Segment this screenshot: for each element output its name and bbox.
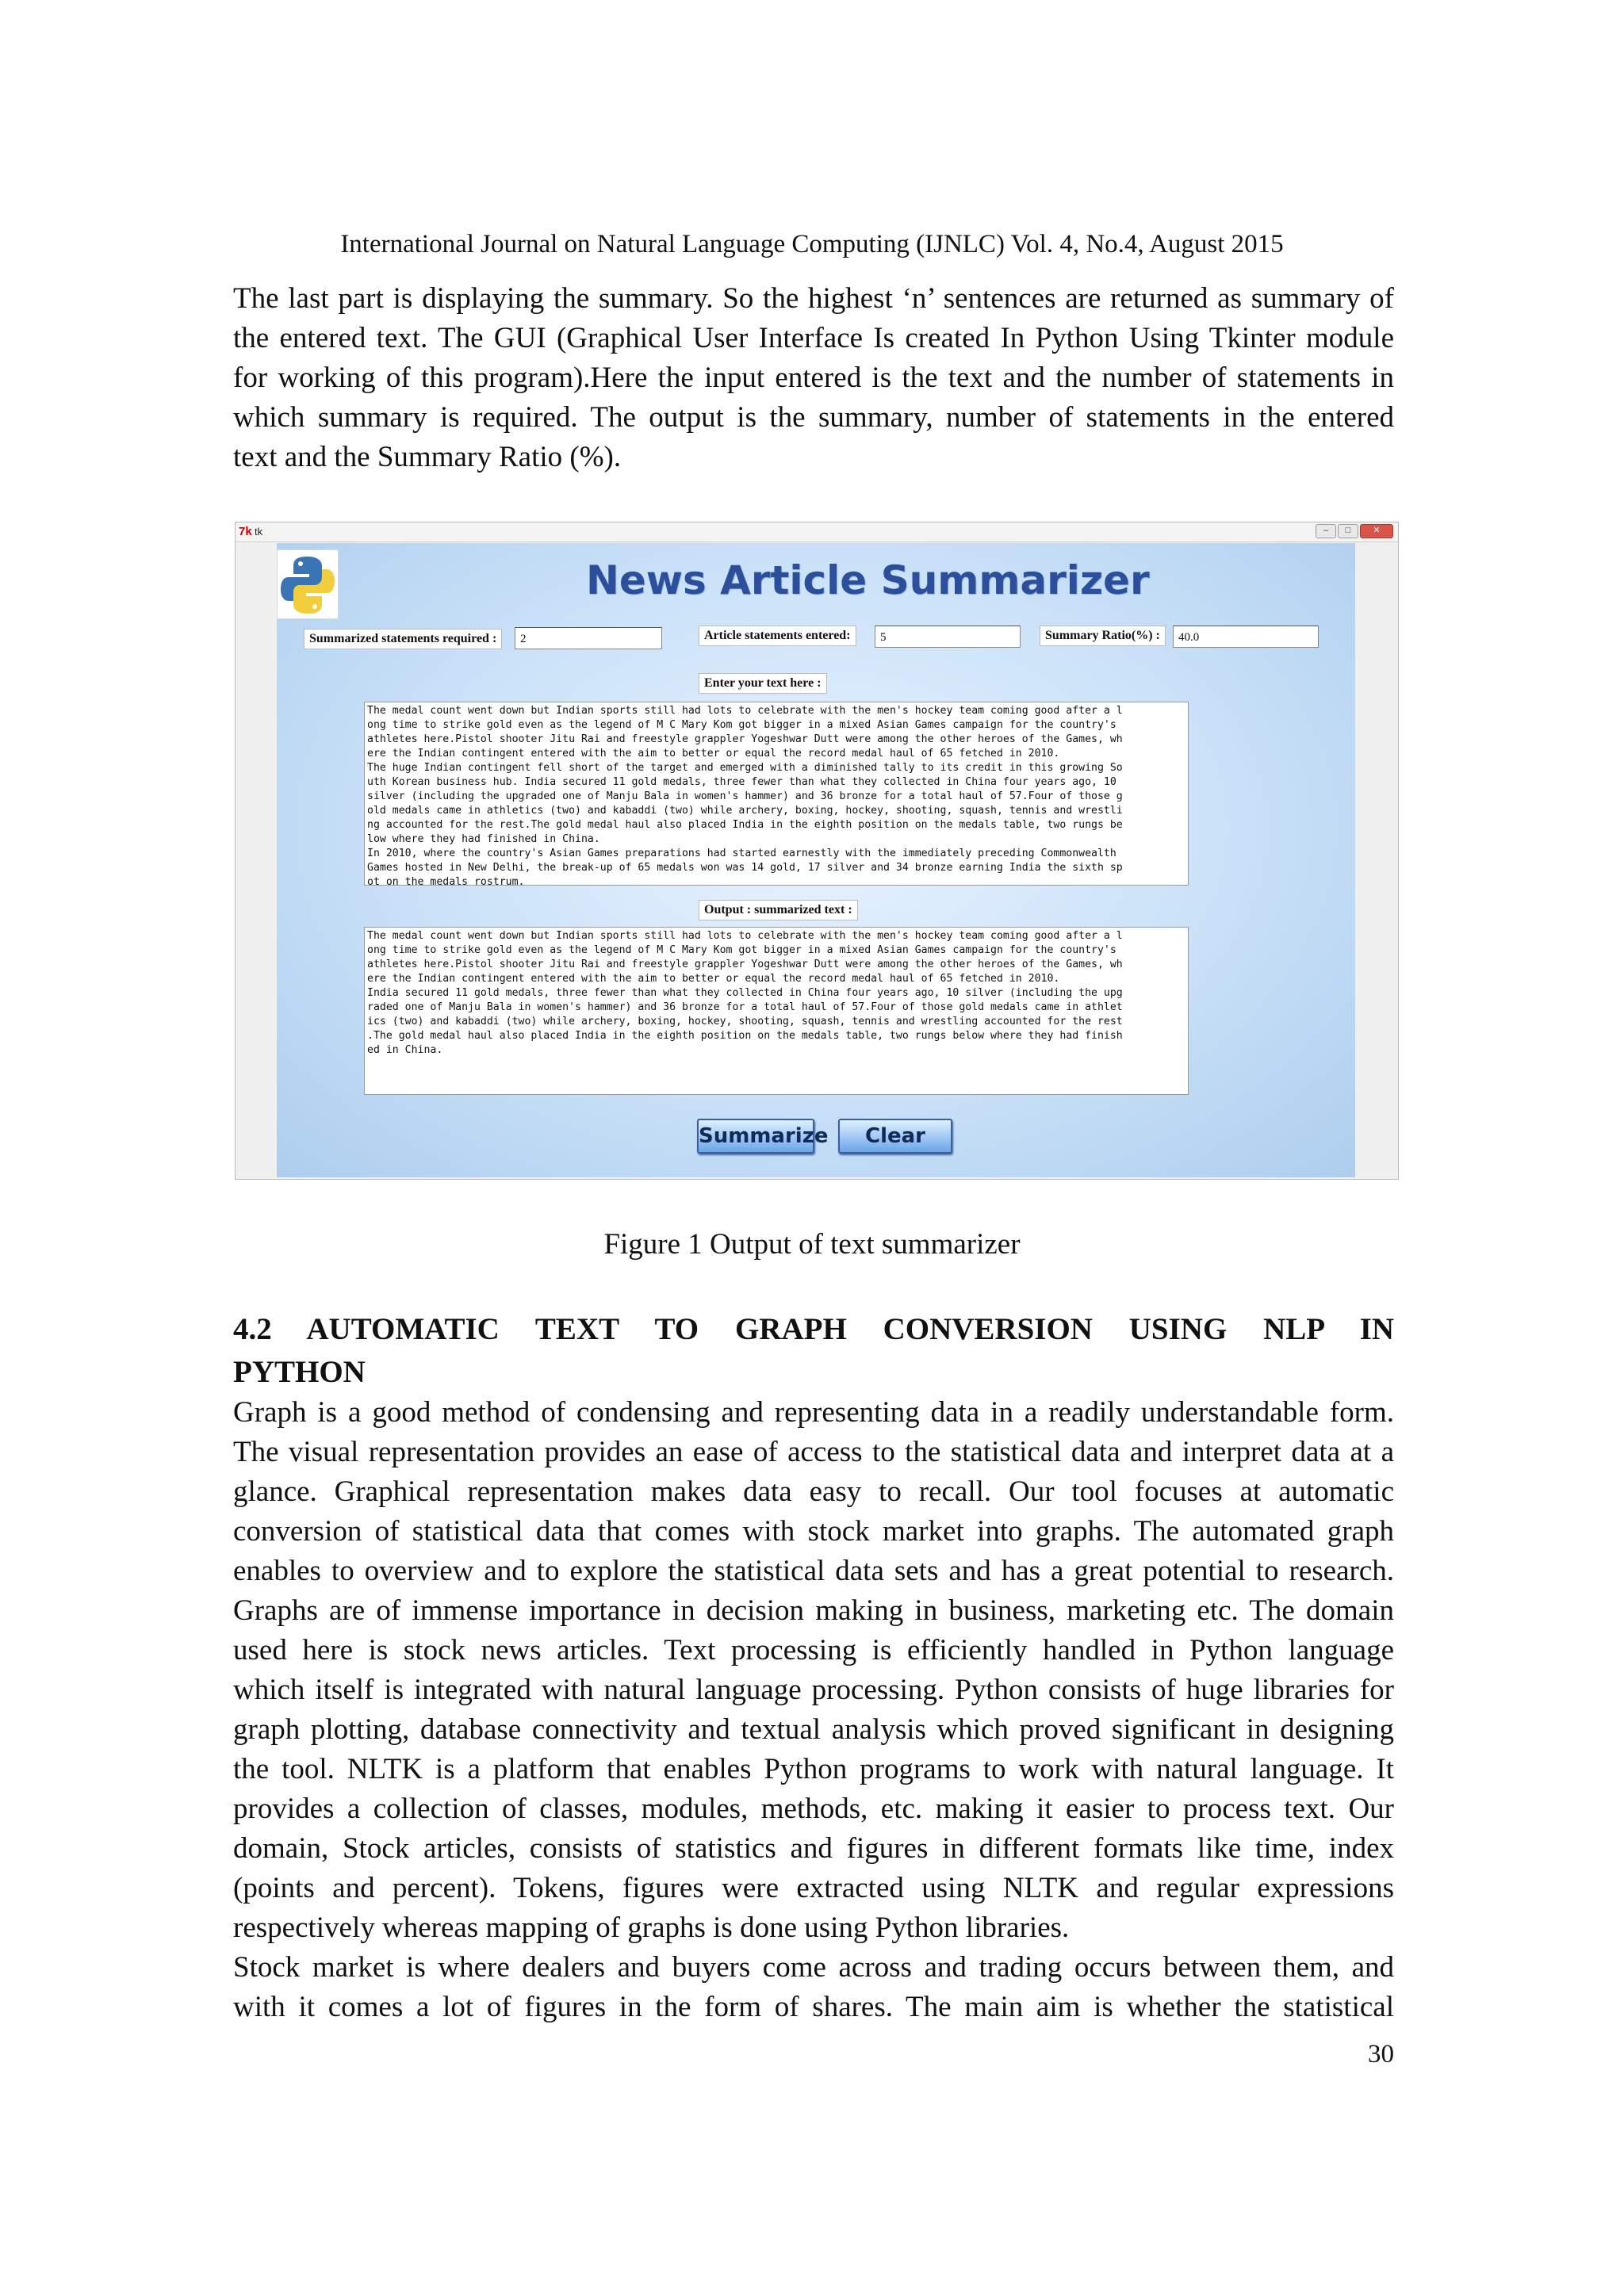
input-text-line: athletes here.Pistol shooter Jitu Rai and freestyle grappler Yogeshwar Dutt were among the other heroes of the Games, wh xyxy=(367,733,1123,745)
input-text-line: ot on the medals rostrum. xyxy=(367,876,525,886)
text-line: the entered text. The GUI (Graphical User Interface Is created In Python Using Tkinter module xyxy=(233,322,1394,354)
minimize-button[interactable]: – xyxy=(1316,524,1336,538)
output-textarea[interactable] xyxy=(364,927,1189,1095)
maximize-button[interactable]: □ xyxy=(1338,524,1358,538)
page-number: 30 xyxy=(1368,2040,1394,2068)
ratio-input[interactable]: 40.0 xyxy=(1173,626,1319,648)
text-line: which itself is integrated with natural language processing. Python consists of huge libraries for xyxy=(233,1674,1394,1706)
section-title-word: CONVERSION xyxy=(883,1312,1093,1346)
text-line: text and the Summary Ratio (%). xyxy=(233,441,622,473)
input-text-line: The medal count went down but Indian sports still had lots to celebrate with the men's hockey team coming good after a l xyxy=(367,705,1123,717)
output-text-line: raded one of Manju Bala in women's hammer) and 36 bronze for a total haul of 57.Four of those gold medals came in athlet xyxy=(367,1001,1123,1013)
section-title-word: NLP xyxy=(1263,1312,1323,1346)
output-text-line: ong time to strike gold even as the legend of M C Mary Kom got bigger in a mixed Asian Games campaign for the country's xyxy=(367,944,1116,956)
app-window xyxy=(235,522,1399,1180)
output-text-label: Output : summarized text : xyxy=(699,900,858,920)
input-text-line: old medals came in athletics (two) and kabaddi (two) while archery, boxing, hockey, shooting, squash, tennis and wrestli xyxy=(367,805,1123,817)
input-text-line: ng accounted for the rest.The gold medal haul also placed India in the eighth position on the medals table, two rungs be xyxy=(367,819,1123,831)
close-button[interactable]: ✕ xyxy=(1360,524,1393,538)
text-line: Stock market is where dealers and buyers come across and trading occurs between them, and xyxy=(233,1951,1394,1984)
text-line: graph plotting, database connectivity and textual analysis which proved significant in designing xyxy=(233,1713,1394,1746)
text-line: The last part is displaying the summary. So the highest ‘n’ sentences are returned as summary of xyxy=(233,282,1394,315)
input-text-line: silver (including the upgraded one of Manju Bala in women's hammer) and 36 bronze for a total haul of 57.Four of those g xyxy=(367,790,1123,802)
output-text-line: ed in China. xyxy=(367,1044,443,1056)
section-heading-line2: PYTHON xyxy=(233,1355,366,1389)
text-line: provides a collection of classes, modules, methods, etc. making it easier to process text. Our xyxy=(233,1793,1394,1825)
section-number: 4.2 xyxy=(233,1312,272,1346)
section-title-word: TO xyxy=(654,1312,699,1346)
output-text-line: ere the Indian contingent entered with the aim to better or equal the record medal haul of 65 fetched in 2010. xyxy=(367,973,1060,985)
window-right-margin xyxy=(1355,543,1398,1177)
text-line: enables to overview and to explore the statistical data sets and has a great potential to research. xyxy=(233,1555,1394,1587)
text-line: domain, Stock articles, consists of statistics and figures in different formats like time, index xyxy=(233,1832,1394,1865)
required-input[interactable]: 2 xyxy=(515,627,662,649)
app-title: News Article Summarizer xyxy=(586,557,1150,603)
body-paragraph xyxy=(233,1393,1394,1948)
ratio-label: Summary Ratio(%) : xyxy=(1040,626,1166,646)
output-text-line: athletes here.Pistol shooter Jitu Rai and freestyle grappler Yogeshwar Dutt were among the other heroes of the Games, wh xyxy=(367,959,1123,970)
text-line: The visual representation provides an ease of access to the statistical data and interpret data at a xyxy=(233,1436,1394,1468)
section-title-word: IN xyxy=(1359,1312,1395,1346)
input-text-line: ong time to strike gold even as the legend of M C Mary Kom got bigger in a mixed Asian Games campaign for the country's xyxy=(367,719,1116,731)
input-text-line: low where they had finished in China. xyxy=(367,833,600,845)
output-text-line: .The gold medal haul also placed India in the eighth position on the medals table, two rungs below where they had finish xyxy=(367,1030,1123,1042)
section-heading xyxy=(233,1308,1394,1394)
window-controls xyxy=(1314,524,1393,540)
clear-button[interactable]: Clear xyxy=(838,1119,952,1154)
figure-caption: Figure 1 Output of text summarizer xyxy=(603,1228,1021,1261)
body-paragraph-2 xyxy=(233,1948,1394,2027)
text-line: the tool. NLTK is a platform that enables Python programs to work with natural language. It xyxy=(233,1753,1394,1785)
text-line: respectively whereas mapping of graphs is done using Python libraries. xyxy=(233,1911,1070,1944)
tk-feather-icon: 7k xyxy=(239,525,252,538)
python-logo-icon xyxy=(277,549,339,619)
input-text-line: Games hosted in New Delhi, the break-up of 65 medals won was 14 gold, 17 silver and 34 bronze earning India the sixth sp xyxy=(367,862,1123,874)
input-text-line: uth Korean business hub. India secured 11 gold medals, three fewer than what they collected in China four years ago, 10 xyxy=(367,776,1116,788)
text-line: conversion of statistical data that comes with stock market into graphs. The automated graph xyxy=(233,1515,1394,1548)
text-line: which summary is required. The output is the summary, number of statements in the entered xyxy=(233,401,1394,434)
text-line: (points and percent). Tokens, figures were extracted using NLTK and regular expressions xyxy=(233,1872,1394,1904)
input-text-label: Enter your text here : xyxy=(699,673,827,694)
text-line: for working of this program).Here the input entered is the text and the number of statements in xyxy=(233,362,1394,394)
section-title-word: GRAPH xyxy=(734,1312,847,1346)
journal-header: International Journal on Natural Language Computing (IJNLC) Vol. 4, No.4, August 2015 xyxy=(340,230,1284,258)
output-text-line: The medal count went down but Indian sports still had lots to celebrate with the men's hockey team coming good after a l xyxy=(367,930,1123,942)
app-canvas xyxy=(277,543,1355,1177)
section-title-word: TEXT xyxy=(534,1312,619,1346)
intro-paragraph xyxy=(233,279,1394,477)
section-title-word: USING xyxy=(1128,1312,1228,1346)
output-text-line: India secured 11 gold medals, three fewer than what they collected in China four years ago, 10 silver (including the upg xyxy=(367,987,1123,999)
window-title: tk xyxy=(255,526,263,538)
text-line: glance. Graphical representation makes data easy to recall. Our tool focuses at automatic xyxy=(233,1475,1394,1508)
section-heading-line1 xyxy=(233,1308,1394,1351)
output-text-line: ics (two) and kabaddi (two) while archery, boxing, hockey, shooting, squash, tennis and wrestling accounted for the rest xyxy=(367,1016,1123,1027)
input-text-line: The huge Indian contingent fell short of the target and emerged with a diminished tally to its credit in this growing So xyxy=(367,762,1123,774)
input-text-line: ere the Indian contingent entered with the aim to better or equal the record medal haul of 65 fetched in 2010. xyxy=(367,748,1060,760)
text-line: Graphs are of immense importance in decision making in business, marketing etc. The domain xyxy=(233,1594,1394,1627)
section-title-word: AUTOMATIC xyxy=(306,1312,500,1346)
window-titlebar xyxy=(236,522,1398,542)
input-text-line: In 2010, where the country's Asian Games preparations had started earnestly with the immediately preceding Commonwealth xyxy=(367,848,1116,859)
article-input[interactable]: 5 xyxy=(875,626,1021,648)
input-textarea[interactable] xyxy=(364,702,1189,886)
required-label: Summarized statements required : xyxy=(304,629,502,649)
window-left-margin xyxy=(236,543,277,1177)
text-line: with it comes a lot of figures in the form of shares. The main aim is whether the statistical xyxy=(233,1991,1394,2023)
text-line: used here is stock news articles. Text processing is efficiently handled in Python language xyxy=(233,1634,1394,1667)
text-line: Graph is a good method of condensing and representing data in a readily understandable form. xyxy=(233,1396,1394,1429)
summarize-button[interactable]: Summarize xyxy=(697,1119,814,1154)
article-label: Article statements entered: xyxy=(699,626,856,646)
